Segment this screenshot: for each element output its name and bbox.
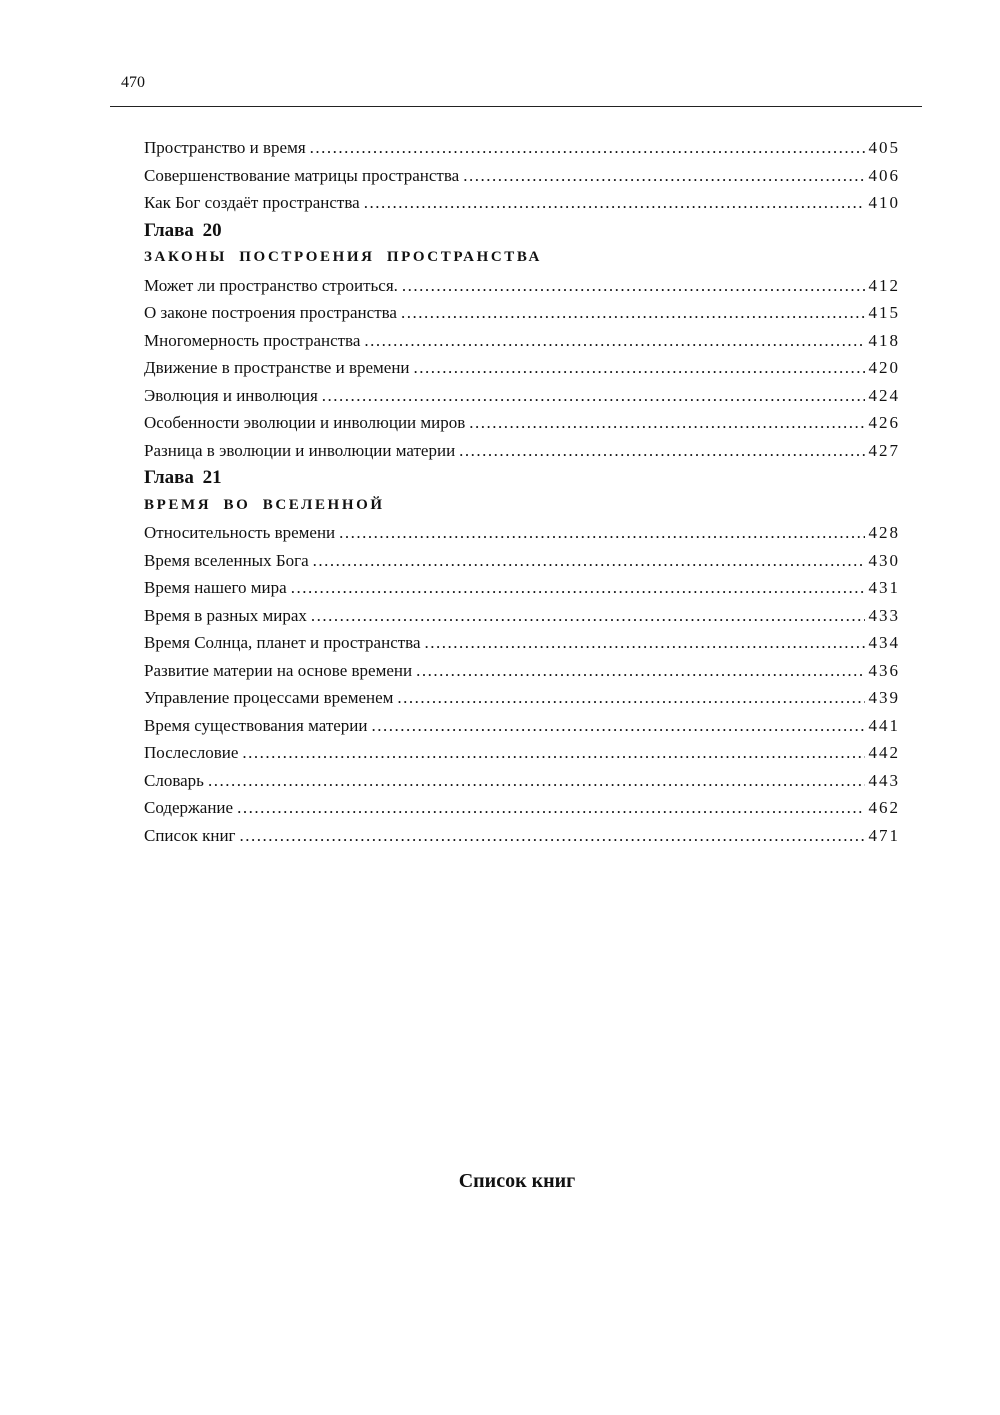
dot-leader bbox=[397, 684, 864, 712]
chapter-title: ЗАКОНЫ ПОСТРОЕНИЯ ПРОСТРАНСТВА bbox=[144, 249, 542, 265]
toc-entry-title: Содержание bbox=[144, 798, 234, 817]
toc-entry[interactable] bbox=[144, 602, 900, 630]
dot-leader bbox=[459, 437, 864, 465]
dot-leader bbox=[402, 272, 865, 300]
toc-entry[interactable] bbox=[144, 794, 900, 822]
toc-entry-title: Время нашего мира bbox=[144, 578, 287, 597]
toc-entry[interactable] bbox=[144, 162, 900, 190]
toc-entry-page: 430 bbox=[868, 550, 900, 570]
dot-leader bbox=[414, 354, 865, 382]
toc-entry[interactable] bbox=[144, 712, 900, 740]
chapter-title: ВРЕМЯ ВО ВСЕЛЕННОЙ bbox=[144, 496, 385, 513]
dot-leader bbox=[240, 822, 865, 850]
toc-entry-page: 434 bbox=[868, 633, 900, 652]
toc-entry-page: 443 bbox=[868, 770, 900, 790]
toc-entry-page: 406 bbox=[868, 165, 900, 185]
toc-entry-title: Словарь bbox=[144, 770, 204, 790]
toc-entry-page: 427 bbox=[868, 440, 900, 460]
toc-entry-title: Время существования материи bbox=[144, 715, 368, 735]
dot-leader bbox=[463, 162, 864, 190]
dot-leader bbox=[339, 519, 864, 547]
toc-entry[interactable] bbox=[144, 327, 900, 355]
toc-entry-page: 436 bbox=[868, 660, 900, 680]
toc-entry-title: Послесловие bbox=[144, 743, 239, 762]
toc-entry[interactable] bbox=[144, 629, 900, 657]
toc-entry-page: 420 bbox=[868, 358, 900, 377]
toc-entry-page: 439 bbox=[868, 688, 900, 707]
dot-leader bbox=[242, 739, 864, 767]
toc-entry-title: Как Бог создаёт пространства bbox=[144, 193, 360, 212]
dot-leader bbox=[469, 409, 864, 437]
page-number: 470 bbox=[121, 74, 145, 91]
chapter-label: Глава 21 bbox=[144, 467, 222, 488]
toc-entry[interactable] bbox=[144, 299, 900, 327]
toc-entry[interactable] bbox=[144, 684, 900, 712]
dot-leader bbox=[237, 794, 864, 822]
toc-entry-page: 418 bbox=[868, 330, 900, 350]
toc-entry-title: Совершенствование матрицы пространства bbox=[144, 165, 460, 185]
table-of-contents bbox=[144, 134, 900, 849]
dot-leader bbox=[310, 134, 865, 162]
toc-entry-title: Движение в пространстве и времени bbox=[144, 358, 410, 377]
header-rule bbox=[110, 106, 922, 107]
toc-entry[interactable] bbox=[144, 574, 900, 602]
toc-entry-title: Разница в эволюции и инволюции материи bbox=[144, 440, 456, 460]
dot-leader bbox=[208, 767, 865, 795]
toc-entry-title: Относительность времени bbox=[144, 523, 336, 542]
toc-entry-page: 442 bbox=[868, 743, 900, 762]
toc-entry-title: Список книг bbox=[144, 825, 236, 845]
toc-entry-page: 415 bbox=[868, 303, 900, 322]
toc-entry[interactable] bbox=[144, 382, 900, 410]
toc-entry-title: О законе построения пространства bbox=[144, 303, 397, 322]
dot-leader bbox=[401, 299, 865, 327]
toc-entry-title: Время Солнца, планет и пространства bbox=[144, 633, 421, 652]
toc-entry-page: 441 bbox=[868, 715, 900, 735]
toc-entry-page: 471 bbox=[868, 825, 900, 845]
toc-entry-title: Особенности эволюции и инволюции миров bbox=[144, 413, 466, 432]
toc-entry[interactable] bbox=[144, 767, 900, 795]
section-title: Список книг bbox=[458, 1170, 576, 1192]
dot-leader bbox=[372, 712, 865, 740]
dot-leader bbox=[364, 189, 865, 217]
toc-entry[interactable] bbox=[144, 437, 900, 465]
toc-entry[interactable] bbox=[144, 189, 900, 217]
toc-entry[interactable] bbox=[144, 134, 900, 162]
toc-entry-title: Управление процессами временем bbox=[144, 688, 394, 707]
dot-leader bbox=[425, 629, 865, 657]
toc-entry-title: Время вселенных Бога bbox=[144, 550, 309, 570]
dot-leader bbox=[364, 327, 864, 355]
toc-entry-title: Может ли пространство строиться. bbox=[144, 275, 398, 295]
toc-entry-page: 405 bbox=[868, 138, 900, 157]
toc-entry-title: Эволюция и инволюция bbox=[144, 385, 318, 405]
dot-leader bbox=[322, 382, 865, 410]
toc-entry[interactable] bbox=[144, 822, 900, 850]
toc-entry-page: 412 bbox=[868, 275, 900, 295]
toc-entry-page: 462 bbox=[868, 798, 900, 817]
toc-entry[interactable] bbox=[144, 657, 900, 685]
dot-leader bbox=[311, 602, 865, 630]
toc-entry[interactable] bbox=[144, 409, 900, 437]
toc-entry-title: Многомерность пространства bbox=[144, 330, 361, 350]
toc-entry-page: 431 bbox=[868, 578, 900, 597]
toc-entry-page: 424 bbox=[868, 385, 900, 405]
toc-entry[interactable] bbox=[144, 519, 900, 547]
toc-entry-page: 433 bbox=[868, 605, 900, 625]
toc-entry-title: Пространство и время bbox=[144, 138, 306, 157]
chapter-label: Глава 20 bbox=[144, 219, 222, 241]
toc-entry[interactable] bbox=[144, 739, 900, 767]
toc-entry[interactable] bbox=[144, 547, 900, 575]
dot-leader bbox=[416, 657, 864, 685]
toc-entry-page: 426 bbox=[868, 413, 900, 432]
toc-entry-title: Развитие материи на основе времени bbox=[144, 660, 413, 680]
toc-entry-page: 428 bbox=[868, 523, 900, 542]
dot-leader bbox=[313, 547, 865, 575]
toc-entry-page: 410 bbox=[868, 193, 900, 212]
toc-entry-title: Время в разных мирах bbox=[144, 605, 307, 625]
toc-entry[interactable] bbox=[144, 272, 900, 300]
toc-entry[interactable] bbox=[144, 354, 900, 382]
dot-leader bbox=[291, 574, 865, 602]
